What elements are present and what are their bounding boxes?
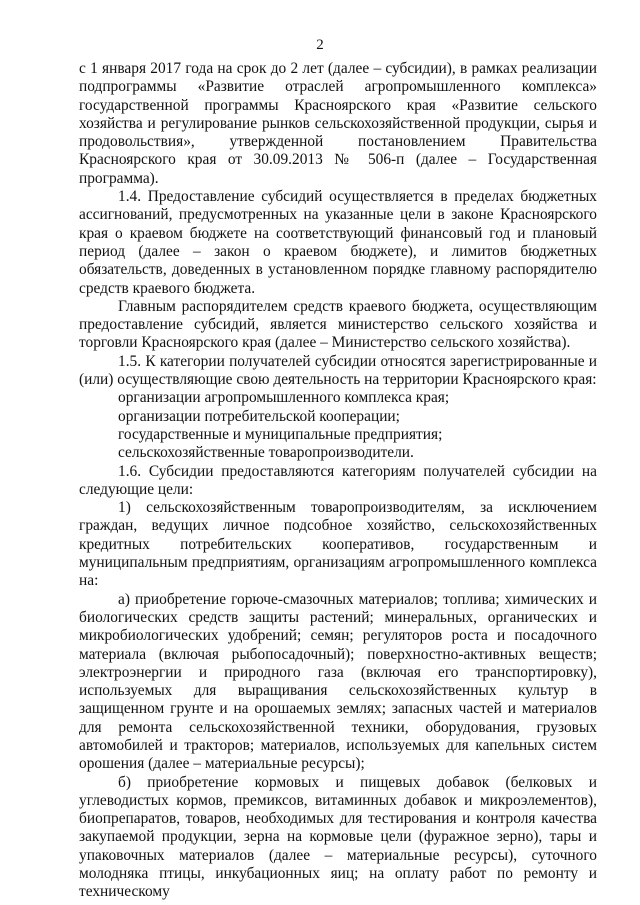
list-item: организации агропромышленного комплекса края; bbox=[118, 389, 450, 407]
paragraph-1-6: 1.6. Субсидии предоставляются категориям получателей субсидии на следующие цели: bbox=[79, 462, 597, 498]
document-body bbox=[79, 60, 597, 902]
list-item: организации потребительской кооперации; bbox=[118, 407, 400, 425]
paragraph-chief-manager: Главным распорядителем средств краевого бюджета, осуществляющим предоставление субсидий, является министерство сельского хозяйства и торговли Красноярского края (далее – Министерство сельского хозяйства). bbox=[79, 297, 597, 352]
list-item: государственные и муниципальные предприятия; bbox=[118, 425, 443, 443]
paragraph-subitem-a: а) приобретение горюче-смазочных материалов; топлива; химических и биологических средств защиты растений; минеральных, органических и микробиологических удобрений; семян; регуляторов роста и посадочного материала (включая рыбопосадочный); поверхностно-активных веществ; электроэнергии и природного газа (включая его транспортировку), используемых для выращивания сельскохозяйственных культур в защищенном грунте и на орошаемых землях; запасных частей и материалов для ремонта сельскохозяйственной техники, оборудования, грузовых автомобилей и тракторов; материалов, используемых для капельных систем орошения (далее – материальные ресурсы); bbox=[79, 590, 597, 773]
paragraph-1-4: 1.4. Предоставление субсидий осуществляется в пределах бюджетных ассигнований, предусмотренных на указанные цели в законе Красноярского края о краевом бюджете на соответствующий финансовый год и плановый период (далее – закон о краевом бюджете), и лимитов бюджетных обязательств, доведенных в установленном порядке главному распорядителю средств краевого бюджета. bbox=[79, 188, 597, 297]
page-number: 2 bbox=[316, 37, 324, 53]
paragraph-item-1: 1) сельскохозяйственным товаропроизводителям, за исключением граждан, ведущих личное подсобное хозяйство, сельскохозяйственных кредитных потребительских кооперативов, государственным и муниципальным предприятиям, организациям агропромышленного комплекса на: bbox=[79, 499, 597, 590]
paragraph-subitem-b: б) приобретение кормовых и пищевых добавок (белковых и углеводистых кормов, премиксов, витаминных добавок и микроэлементов), биопрепаратов, товаров, необходимых для тестирования и контроля качества закупаемой продукции, зерна на кормовые цели (фуражное зерно), тары и упаковочных материалов (далее – материальные ресурсы), суточного молодняка птицы, инкубационных яиц; на оплату работ по ремонту и техническому bbox=[79, 773, 597, 901]
list-item: сельскохозяйственные товаропроизводители. bbox=[118, 444, 414, 462]
paragraph-1-5: 1.5. К категории получателей субсидии относятся зарегистрированные и (или) осуществляющие свою деятельность на территории Красноярского края: bbox=[79, 352, 597, 389]
paragraph-subsidy-intro: с 1 января 2017 года на срок до 2 лет (далее – субсидии), в рамках реализации подпрограммы «Развитие отраслей агропромышленного комплекса» государственной программы Красноярского края «Развитие сельского хозяйства и регулирование рынков сельскохозяйственной продукции, сырья и продовольствия», утвержденной постановлением Правительства Красноярского края от 30.09.2013 № 506-п (далее – Государственная программа). bbox=[79, 60, 597, 187]
